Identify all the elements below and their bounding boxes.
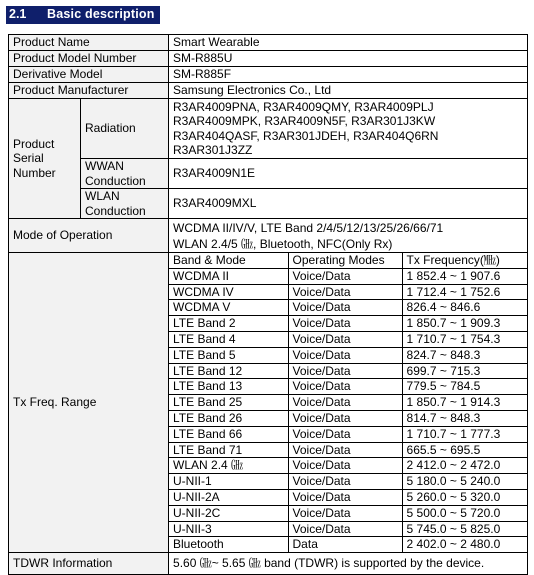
serial-label-line: Serial	[13, 151, 44, 166]
operating-mode-cell: Voice/Data	[288, 521, 402, 537]
operating-mode-cell: Voice/Data	[288, 505, 402, 521]
row-mode-of-operation	[9, 219, 528, 253]
band-mode-cell: LTE Band 66	[169, 426, 288, 442]
radiation-serial-line: R3AR4009MPK, R3AR4009N5F, R3AR301J3KW	[173, 114, 436, 128]
row-model-number	[9, 51, 528, 67]
row-serial-wwan	[9, 159, 528, 189]
tx-frequency-cell: 824.7 ~ 848.3	[402, 347, 528, 363]
tx-freq-range-label: Tx Freq. Range	[9, 253, 169, 553]
tx-frequency-cell: 1 710.7 ~ 1 777.3	[402, 426, 528, 442]
tx-frequency-cell: 814.7 ~ 848.3	[402, 410, 528, 426]
band-mode-cell: LTE Band 25	[169, 395, 288, 411]
operating-mode-cell: Voice/Data	[288, 347, 402, 363]
wlan-conduction-label	[81, 189, 169, 219]
band-mode-cell: LTE Band 5	[169, 347, 288, 363]
row-product-name	[9, 35, 528, 51]
row-derivative-model	[9, 67, 528, 83]
tx-frequency-cell: 826.4 ~ 846.6	[402, 300, 528, 316]
header-tx-frequency: Tx Frequency(㎒)	[402, 253, 528, 268]
tx-band-row	[169, 363, 528, 379]
tx-frequency-cell: 665.5 ~ 695.5	[402, 442, 528, 458]
header-band-mode: Band & Mode	[169, 253, 288, 268]
tx-band-row	[169, 395, 528, 411]
band-mode-cell: LTE Band 13	[169, 379, 288, 395]
wlan-label-line: WLAN	[85, 189, 120, 203]
mode-of-operation-value	[169, 219, 528, 253]
header-operating-modes: Operating Modes	[288, 253, 402, 268]
tx-frequency-table	[169, 253, 528, 552]
manufacturer-value: Samsung Electronics Co., Ltd	[169, 83, 528, 99]
mode-line: WLAN 2.4/5 ㎓, Bluetooth, NFC(Only Rx)	[173, 236, 393, 251]
tx-frequency-cell: 5 500.0 ~ 5 720.0	[402, 505, 528, 521]
derivative-model-value: SM-R885F	[169, 67, 528, 83]
tx-frequency-cell: 1 712.4 ~ 1 752.6	[402, 284, 528, 300]
tx-band-row	[169, 284, 528, 300]
row-tx-freq-range	[9, 253, 528, 553]
operating-mode-cell: Voice/Data	[288, 426, 402, 442]
tdwr-label: TDWR Information	[9, 553, 169, 575]
tx-header-row	[169, 253, 528, 268]
operating-mode-cell: Voice/Data	[288, 442, 402, 458]
radiation-serial-line: R3AR301J3ZZ	[173, 143, 253, 157]
row-tdwr	[9, 553, 528, 575]
radiation-serial-line: R3AR404QASF, R3AR301JDEH, R3AR404Q6RN	[173, 128, 439, 143]
tx-band-row	[169, 268, 528, 284]
row-serial-wlan	[9, 189, 528, 219]
radiation-serial-line: R3AR4009PNA, R3AR4009QMY, R3AR4009PLJ	[173, 99, 434, 114]
basic-description-table	[8, 34, 528, 575]
tx-frequency-cell: 2 402.0 ~ 2 480.0	[402, 537, 528, 552]
band-mode-cell: U-NII-2C	[169, 505, 288, 521]
section-heading	[6, 6, 160, 22]
tx-band-row	[169, 505, 528, 521]
tx-band-row	[169, 410, 528, 426]
product-name-value: Smart Wearable	[169, 35, 528, 51]
band-mode-cell: LTE Band 71	[169, 442, 288, 458]
band-mode-cell: U-NII-3	[169, 521, 288, 537]
tx-frequency-cell: 5 745.0 ~ 5 825.0	[402, 521, 528, 537]
tx-frequency-cell: 5 180.0 ~ 5 240.0	[402, 474, 528, 490]
wlan-conduction-value: R3AR4009MXL	[169, 189, 528, 219]
tx-frequency-cell: 1 850.7 ~ 1 914.3	[402, 395, 528, 411]
operating-mode-cell: Voice/Data	[288, 395, 402, 411]
tx-freq-cell	[169, 253, 528, 553]
operating-mode-cell: Voice/Data	[288, 474, 402, 490]
row-serial-radiation	[9, 99, 528, 159]
radiation-label: Radiation	[81, 99, 169, 159]
operating-mode-cell: Voice/Data	[288, 363, 402, 379]
tx-frequency-cell: 2 412.0 ~ 2 472.0	[402, 458, 528, 474]
band-mode-cell: LTE Band 12	[169, 363, 288, 379]
operating-mode-cell: Voice/Data	[288, 316, 402, 332]
operating-mode-cell: Voice/Data	[288, 268, 402, 284]
band-mode-cell: U-NII-1	[169, 474, 288, 490]
tx-band-row	[169, 426, 528, 442]
band-mode-cell: LTE Band 4	[169, 331, 288, 347]
tx-band-row	[169, 316, 528, 332]
band-mode-cell: WCDMA V	[169, 300, 288, 316]
derivative-model-label: Derivative Model	[9, 67, 169, 83]
operating-mode-cell: Data	[288, 537, 402, 552]
wwan-conduction-label	[81, 159, 169, 189]
operating-mode-cell: Voice/Data	[288, 458, 402, 474]
tx-band-row	[169, 474, 528, 490]
section-number: 2.1	[9, 7, 27, 21]
tdwr-value: 5.60 ㎓~ 5.65 ㎓ band (TDWR) is supported by the device.	[169, 553, 528, 575]
serial-number-label	[9, 99, 81, 219]
manufacturer-label: Product Manufacturer	[9, 83, 169, 99]
mode-line: WCDMA II/IV/V, LTE Band 2/4/5/12/13/25/26/66/71	[173, 220, 444, 235]
tx-band-row	[169, 521, 528, 537]
section-title: Basic description	[47, 7, 155, 21]
tx-band-row	[169, 442, 528, 458]
tx-frequency-cell: 1 852.4 ~ 1 907.6	[402, 268, 528, 284]
band-mode-cell: WCDMA II	[169, 268, 288, 284]
tx-frequency-cell: 1 850.7 ~ 1 909.3	[402, 316, 528, 332]
wwan-label-line: WWAN	[85, 159, 124, 173]
model-number-value: SM-R885U	[169, 51, 528, 67]
band-mode-cell: LTE Band 26	[169, 410, 288, 426]
tx-band-row	[169, 537, 528, 552]
tx-frequency-cell: 779.5 ~ 784.5	[402, 379, 528, 395]
operating-mode-cell: Voice/Data	[288, 284, 402, 300]
tx-band-row	[169, 300, 528, 316]
tx-band-row	[169, 489, 528, 505]
band-mode-cell: WLAN 2.4 ㎓	[169, 458, 288, 474]
band-mode-cell: LTE Band 2	[169, 316, 288, 332]
serial-label-line: Product	[13, 136, 55, 151]
operating-mode-cell: Voice/Data	[288, 379, 402, 395]
tx-band-row	[169, 379, 528, 395]
tx-band-row	[169, 331, 528, 347]
band-mode-cell: U-NII-2A	[169, 489, 288, 505]
serial-label-line: Number	[13, 165, 56, 180]
wlan-label-line: Conduction	[85, 203, 146, 218]
tx-band-row	[169, 347, 528, 363]
band-mode-cell: Bluetooth	[169, 537, 288, 552]
radiation-values	[169, 99, 528, 159]
operating-mode-cell: Voice/Data	[288, 489, 402, 505]
row-manufacturer	[9, 83, 528, 99]
wwan-conduction-value: R3AR4009N1E	[169, 159, 528, 189]
product-name-label: Product Name	[9, 35, 169, 51]
operating-mode-cell: Voice/Data	[288, 331, 402, 347]
mode-of-operation-label: Mode of Operation	[9, 219, 169, 253]
heading-underline	[6, 22, 160, 24]
tx-frequency-cell: 699.7 ~ 715.3	[402, 363, 528, 379]
tx-frequency-cell: 5 260.0 ~ 5 320.0	[402, 489, 528, 505]
tx-frequency-cell: 1 710.7 ~ 1 754.3	[402, 331, 528, 347]
operating-mode-cell: Voice/Data	[288, 300, 402, 316]
band-mode-cell: WCDMA IV	[169, 284, 288, 300]
operating-mode-cell: Voice/Data	[288, 410, 402, 426]
wwan-label-line: Conduction	[85, 173, 146, 188]
tx-band-row	[169, 458, 528, 474]
model-number-label: Product Model Number	[9, 51, 169, 67]
